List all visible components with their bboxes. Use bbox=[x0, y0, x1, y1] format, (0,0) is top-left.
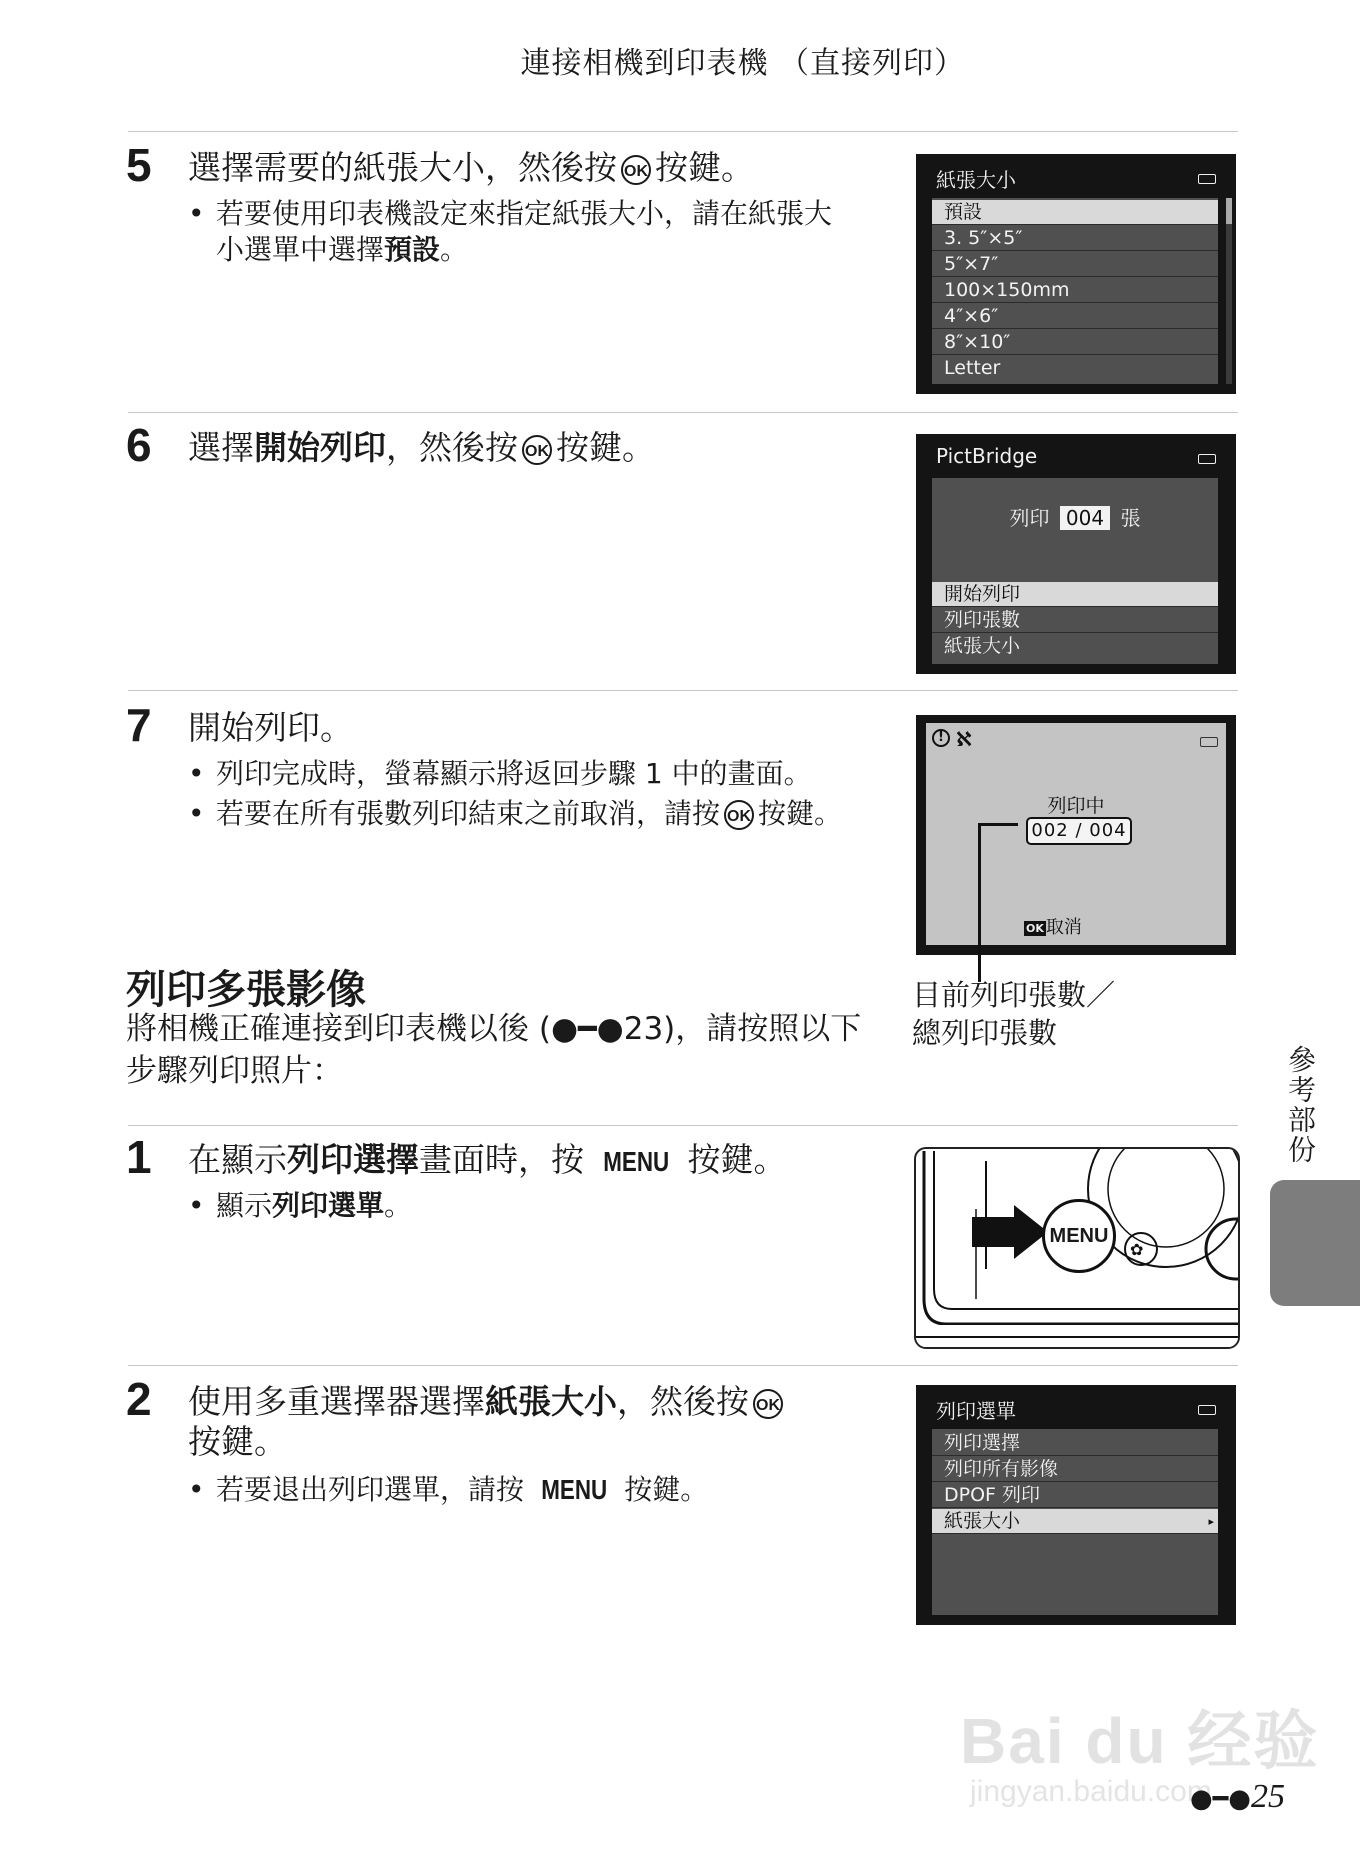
menu-item[interactable]: 3. 5″×5″ bbox=[932, 226, 1218, 251]
menu-item[interactable]: 列印選擇 bbox=[932, 1431, 1218, 1456]
menu-item[interactable]: 100×150mm bbox=[932, 278, 1218, 303]
menu-item[interactable]: Letter bbox=[944, 357, 1001, 379]
menu-item[interactable]: 列印所有影像 bbox=[932, 1457, 1218, 1482]
divider bbox=[128, 1125, 1238, 1126]
divider bbox=[128, 412, 1238, 413]
step-instruction: 開始列印。 bbox=[188, 708, 353, 747]
menu-key-label: MENU bbox=[602, 1146, 669, 1177]
screen-title: 列印選單 bbox=[936, 1399, 1016, 1423]
screen-title: PictBridge bbox=[936, 444, 1038, 468]
print-progress-counter: 002 / 004 bbox=[1026, 817, 1132, 845]
callout-line bbox=[978, 823, 1018, 826]
screen-title: 紙張大小 bbox=[936, 168, 1016, 192]
camera-screen-paper-size bbox=[916, 154, 1236, 394]
camera-back-illustration bbox=[914, 1147, 1240, 1349]
reference-icon: ●━● bbox=[550, 1011, 624, 1047]
callout-line bbox=[978, 825, 981, 982]
menu-item[interactable]: 4″×6″ bbox=[932, 304, 1218, 329]
warning-icon: ! bbox=[932, 729, 950, 747]
battery-icon bbox=[1198, 1405, 1216, 1415]
step-instruction: 選擇開始列印，然後按 OK 按鍵。 bbox=[188, 428, 655, 467]
ok-button-icon: OK bbox=[753, 1389, 783, 1419]
camera-screen-print-menu bbox=[916, 1385, 1236, 1625]
menu-item[interactable]: 開始列印 bbox=[932, 582, 1218, 607]
camera-screen-printing bbox=[916, 715, 1236, 955]
step-instruction: 在顯示列印選擇畫面時，按 MENU 按鍵。 bbox=[188, 1140, 786, 1182]
menu-key-label: MENU bbox=[541, 1474, 608, 1505]
printing-status: 列印中 bbox=[1047, 795, 1105, 817]
watermark-logo: Bai du 经验 bbox=[960, 1705, 1320, 1777]
section-body: 將相機正確連接到印表機以後 (●━●23)，請按照以下 步驟列印照片： bbox=[126, 1011, 862, 1089]
page-number: ●━●25 bbox=[1189, 1778, 1285, 1815]
print-count-value[interactable]: 004 bbox=[1060, 506, 1110, 530]
watermark-url: jingyan.baidu.com bbox=[970, 1775, 1212, 1808]
camera-screen-pictbridge bbox=[916, 434, 1236, 674]
section-title: 列印多張影像 bbox=[126, 967, 366, 1013]
step-number: 5 bbox=[126, 139, 152, 191]
menu-item[interactable]: 8″×10″ bbox=[932, 330, 1218, 355]
print-count: 列印 004 張 bbox=[1009, 506, 1141, 530]
battery-icon bbox=[1200, 737, 1218, 747]
menu-item[interactable]: DPOF 列印 bbox=[932, 1483, 1218, 1508]
step-bullet: • 若要退出列印選單，請按 MENU 按鍵。 bbox=[188, 1473, 709, 1506]
step-instruction: 選擇需要的紙張大小，然後按 OK 按鍵。 bbox=[188, 148, 754, 187]
menu-item[interactable]: 列印張數 bbox=[932, 608, 1218, 633]
ok-key-icon: OK bbox=[1026, 921, 1044, 935]
step-bullet: • 若要使用印表機設定來指定紙張大小，請在紙張大 小選單中選擇預設。 bbox=[188, 197, 833, 266]
cancel-hint: OK 取消 bbox=[1026, 917, 1082, 938]
reference-icon: ●━● bbox=[1189, 1784, 1251, 1814]
callout-label: 目前列印張數／ 總列印張數 bbox=[912, 978, 1116, 1050]
divider bbox=[128, 1365, 1238, 1366]
menu-item[interactable]: 紙張大小 bbox=[944, 635, 1021, 657]
page-header-title: 連接相機到印表機 （直接列印） bbox=[520, 46, 965, 81]
menu-button[interactable]: MENU bbox=[1042, 1199, 1116, 1273]
side-tab[interactable] bbox=[1270, 1180, 1360, 1306]
divider bbox=[128, 131, 1238, 132]
step-number: 7 bbox=[126, 699, 152, 751]
ok-button-icon: OK bbox=[724, 800, 754, 830]
step-number: 2 bbox=[126, 1373, 152, 1425]
ok-button-icon: OK bbox=[522, 435, 552, 465]
side-section-label: 參考部份 bbox=[1284, 1045, 1317, 1165]
pictbridge-icon: ℵ bbox=[956, 727, 972, 751]
ok-button-icon: OK bbox=[621, 155, 651, 185]
scrollbar[interactable] bbox=[1226, 198, 1232, 384]
menu-item[interactable]: 紙張大小 bbox=[932, 1509, 1218, 1534]
step-bullet: • 若要在所有張數列印結束之前取消，請按 OK 按鍵。 bbox=[188, 797, 843, 830]
menu-item[interactable]: 預設 bbox=[932, 200, 1218, 225]
submenu-arrow-icon: ▸ bbox=[1208, 1515, 1214, 1528]
svg-text:✿: ✿ bbox=[1130, 1240, 1144, 1259]
step-number: 6 bbox=[126, 419, 152, 471]
step-bullet: • 列印完成時，螢幕顯示將返回步驟 1 中的畫面。 bbox=[188, 757, 812, 790]
step-number: 1 bbox=[126, 1131, 152, 1183]
battery-icon bbox=[1198, 454, 1216, 464]
step-instruction: 使用多重選擇器選擇紙張大小，然後按 OK 按鍵。 bbox=[188, 1382, 787, 1462]
battery-icon bbox=[1198, 174, 1216, 184]
menu-item[interactable]: 5″×7″ bbox=[932, 252, 1218, 277]
divider bbox=[128, 690, 1238, 691]
step-bullet: • 顯示列印選單。 bbox=[188, 1189, 413, 1222]
